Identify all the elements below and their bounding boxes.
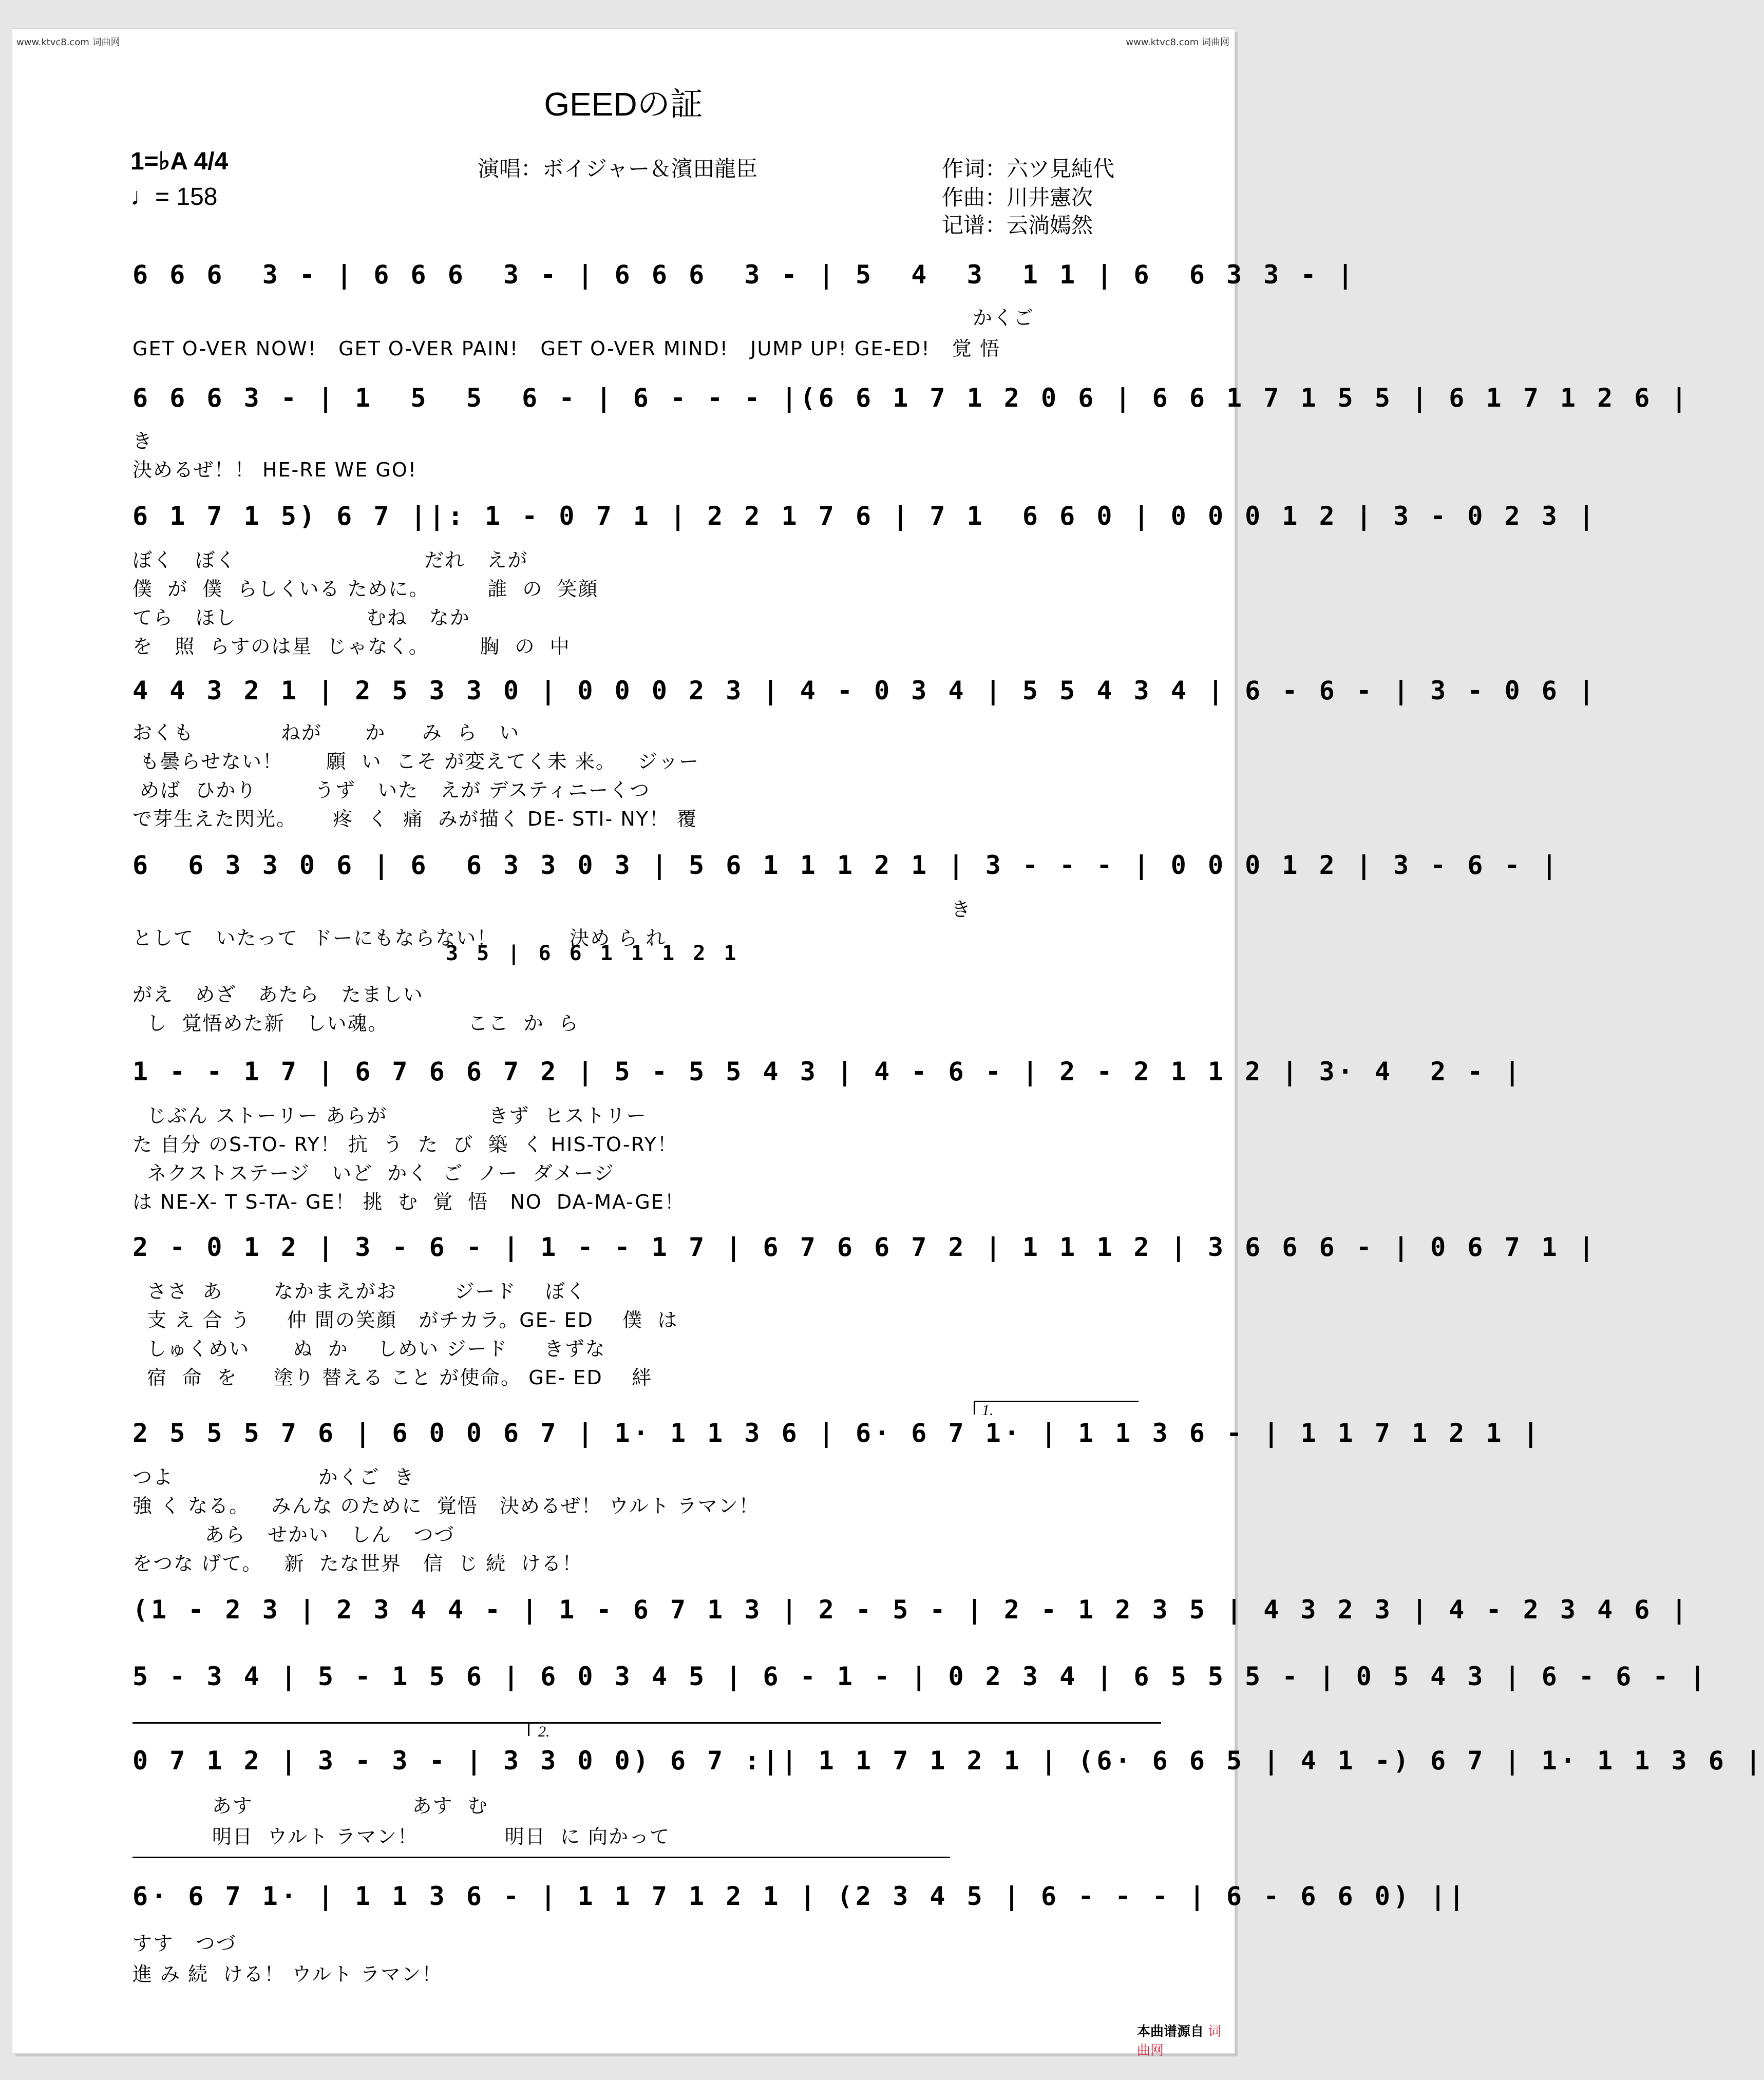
lyric-line: かくご: [973, 307, 1035, 329]
lyric-line: あす あす む: [132, 1795, 488, 1817]
performer-credit: 演唱：ボイジャー＆濱田龍臣: [478, 156, 758, 181]
notation-line: 6 6 6 3 - | 1 5 5 6 - | 6 - - - |(6 6 1 7 1 2 0 6 | 6 6 1 7 1 5 5 | 6 1 7 1 2 6 |: [132, 383, 1690, 413]
lyric-line: を 照 らすのは星 じゃなく。 胸 の 中: [132, 635, 571, 658]
lyric-line: ぼく ぼく だれ えが: [132, 549, 528, 571]
lyric-line: 進 み 続 ける！ ウルト ラマン！: [132, 1963, 443, 1986]
lyric-line: として いたって ドーにもならない！ 決め ら れ: [132, 927, 667, 949]
lyric-line: し 覚悟めた新 しい魂。 ここ か ら: [132, 1012, 579, 1035]
lyric-line: き: [132, 430, 154, 452]
second-ending-label: 2.: [538, 1723, 550, 1740]
key-signature: 1=♭A 4/4: [130, 148, 229, 175]
score-sheet: [12, 29, 1764, 2058]
site-header-left[interactable]: www.ktvc8.com 词曲网: [16, 37, 120, 48]
notation-line: 6· 6 7 1· | 1 1 3 6 - | 1 1 7 1 2 1 | (2 3 4 5 | 6 - - - | 6 - 6 6 0) ||: [132, 1881, 1468, 1911]
lyric-line: 支 え 合 う 仲 間の笑顔 がチカラ。GE- ED 僕 は: [132, 1309, 678, 1331]
lyric-line: おくも ねが か み ら い: [132, 721, 520, 744]
lyricist-credit: 作词：六ツ見純代: [942, 156, 1115, 181]
lyric-line: ネクストステージ いど かく ご ノー ダメージ: [132, 1162, 615, 1185]
lyric-line: つよ かくご き: [132, 1466, 415, 1489]
first-ending-label: 1.: [982, 1402, 994, 1419]
lyric-line: ささ あ なかまえがお ジード ぼく: [132, 1280, 586, 1303]
composer-credit: 作曲：川井憲次: [942, 185, 1093, 210]
tempo-marking: ♩= 158: [130, 183, 218, 211]
lyric-line: は NE-X- T S-TA- GE！ 挑 む 覚 悟 NO DA-MA-GE！: [132, 1191, 685, 1213]
source-brand[interactable]: 词曲网: [1137, 2024, 1222, 2058]
second-ending-continuation: [132, 1857, 950, 1871]
lyric-line: てら ほし むね なか: [132, 606, 470, 629]
lyric-line: じぶん ストーリー あらが きず ヒストリー: [132, 1104, 647, 1127]
lyric-line: 宿 命 を 塗り 替える こと が使命。 GE- ED 絆: [132, 1366, 653, 1389]
lyric-line: 明日 ウルト ラマン！ 明日 に 向かって: [132, 1825, 671, 1848]
first-ending-bracket: [974, 1401, 1139, 1415]
notation-line: 5 - 3 4 | 5 - 1 5 6 | 6 0 3 4 5 | 6 - 1 - | 0 2 3 4 | 6 5 5 5 - | 0 5 4 3 | 6 - 6 - |: [132, 1662, 1709, 1691]
lyric-line: めば ひかり うず いた えが デスティニーくつ: [132, 779, 651, 802]
notation-line: 1 - - 1 7 | 6 7 6 6 7 2 | 5 - 5 5 4 3 | 4 - 6 - | 2 - 2 1 1 2 | 3· 4 2 - |: [132, 1057, 1523, 1086]
notation-line: 2 - 0 1 2 | 3 - 6 - | 1 - - 1 7 | 6 7 6 6 7 2 | 1 1 1 2 | 3 6 6 6 - | 0 6 7 1 |: [132, 1232, 1598, 1262]
notation-line: 6 6 6 3 - | 6 6 6 3 - | 6 6 6 3 - | 5 4 3 1 1 | 6 6 3 3 - |: [132, 260, 1356, 290]
notation-line: 4 4 3 2 1 | 2 5 3 3 0 | 0 0 0 2 3 | 4 - 0 3 4 | 5 5 4 3 4 | 6 - 6 - | 3 - 0 6 |: [132, 676, 1598, 705]
lyric-line: き: [951, 898, 972, 921]
lyric-line: をつな げて。 新 たな世界 信 じ 続 ける！: [132, 1552, 583, 1575]
lyric-line: 強 く なる。 みんな のために 覚悟 決めるぜ！ ウルト ラマン！: [132, 1495, 760, 1517]
lyric-line: 決めるぜ！！ HE-RE WE GO!: [132, 459, 417, 481]
song-title: GEEDの証: [544, 86, 703, 123]
lyric-line: しゅくめい ぬ か しめい ジード きずな: [132, 1338, 606, 1360]
lyric-line: あら せかい しん つづ: [132, 1523, 455, 1546]
lyric-line: 僕 が 僕 らしくいる ために。 誰 の 笑顔: [132, 578, 599, 600]
alternate-notation: 3 5 | 6 6 1 1 1 2 1: [446, 942, 739, 965]
notation-line: 2 5 5 5 7 6 | 6 0 0 6 7 | 1· 1 1 3 6 | 6· 6 7 1· | 1 1 3 6 - | 1 1 7 1 2 1 |: [132, 1418, 1542, 1448]
lyric-line: で芽生えた閃光。 疼 く 痛 みが描く DE- STI- NY！ 覆: [132, 808, 698, 830]
second-ending-bracket: [528, 1722, 1161, 1736]
lyric-line: GET O-VER NOW! GET O-VER PAIN! GET O-VER MIND! JUMP UP! GE-ED! 覚 悟: [132, 337, 1001, 360]
lyric-line: すす つづ: [132, 1932, 237, 1955]
transcriber-credit: 记谱：云淌嫣然: [942, 213, 1093, 238]
lyric-line: た 自分 のS-TO- RY！ 抗 う た び 築 く HIS-TO-RY！: [132, 1133, 678, 1156]
site-header-right[interactable]: www.ktvc8.com 词曲网: [1126, 37, 1229, 48]
source-footer[interactable]: [1137, 2021, 1235, 2059]
notation-line: 0 7 1 2 | 3 - 3 - | 3 3 0 0) 6 7 :|| 1 1 7 1 2 1 | (6· 6 6 5 | 4 1 -) 6 7 | 1· 1 1 3 6 |: [132, 1746, 1764, 1776]
lyric-line: も曇らせない！ 願 い こそ が変えてく未 来。 ジッー: [132, 750, 700, 773]
notation-line: (1 - 2 3 | 2 3 4 4 - | 1 - 6 7 1 3 | 2 - 5 - | 2 - 1 2 3 5 | 4 3 2 3 | 4 - 2 3 4 6 |: [132, 1595, 1690, 1625]
notation-line: 6 6 3 3 0 6 | 6 6 3 3 0 3 | 5 6 1 1 1 2 1 | 3 - - - | 0 0 0 1 2 | 3 - 6 - |: [132, 850, 1560, 880]
lyric-line: がえ めざ あたら たましい: [132, 983, 424, 1006]
source-label: 本曲谱源自: [1137, 2024, 1204, 2039]
notation-line: 6 1 7 1 5) 6 7 ||: 1 - 0 7 1 | 2 2 1 7 6 | 7 1 6 6 0 | 0 0 0 1 2 | 3 - 0 2 3 |: [132, 501, 1598, 531]
